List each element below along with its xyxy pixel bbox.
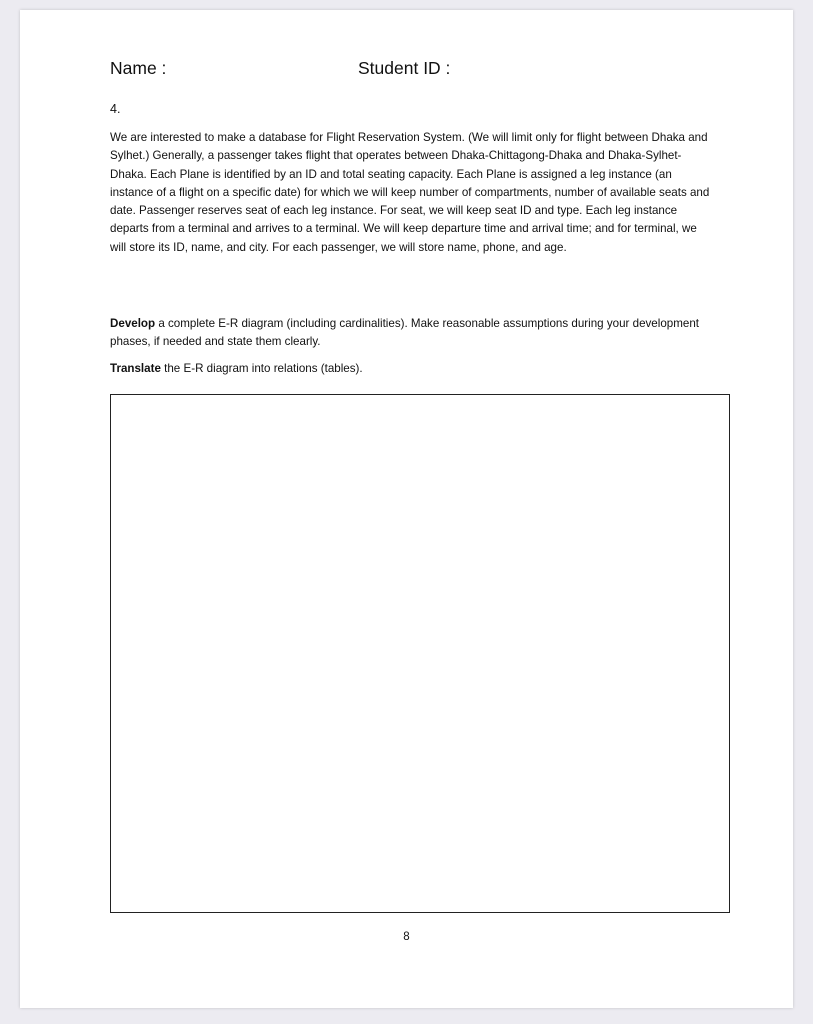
answer-box	[110, 394, 730, 913]
question-description: We are interested to make a database for Flight Reservation System. (We will limit only for flight between Dhaka and Sylhet.) Generally, a passenger takes flight that operates between Dhaka-Chittagong-Dhaka and Dhaka-Sylhet-Dhaka. Each Plane is identified by an ID and total seating capacity. Each Plane is assigned a leg instance (an instance of a flight on a specific date) for which we will keep number of compartments, number of available seats and date. Passenger reserves seat of each leg instance. For seat, we will keep seat ID and type. Each leg instance departs from a terminal and arrives to a terminal. We will keep departure time and arrival time; and for terminal, we will store its ID, name, and city. For each passenger, we will store name, phone, and age.	[110, 131, 710, 254]
header-row	[110, 58, 733, 84]
task-develop-text: a complete E-R diagram (including cardinalities). Make reasonable assumptions during your development phases, if needed and state them clearly.	[110, 317, 700, 349]
task-translate-text: the E-R diagram into relations (tables).	[160, 362, 363, 375]
document-page	[20, 10, 793, 1008]
task-develop	[110, 315, 710, 352]
task-develop-verb: Develop	[110, 317, 156, 330]
page-number: 8	[403, 931, 410, 943]
name-label: Name :	[110, 58, 167, 78]
task-translate-verb: Translate	[110, 362, 161, 375]
student-id-label: Student ID :	[358, 58, 451, 78]
task-translate	[110, 360, 710, 378]
question-number: 4.	[110, 102, 121, 116]
